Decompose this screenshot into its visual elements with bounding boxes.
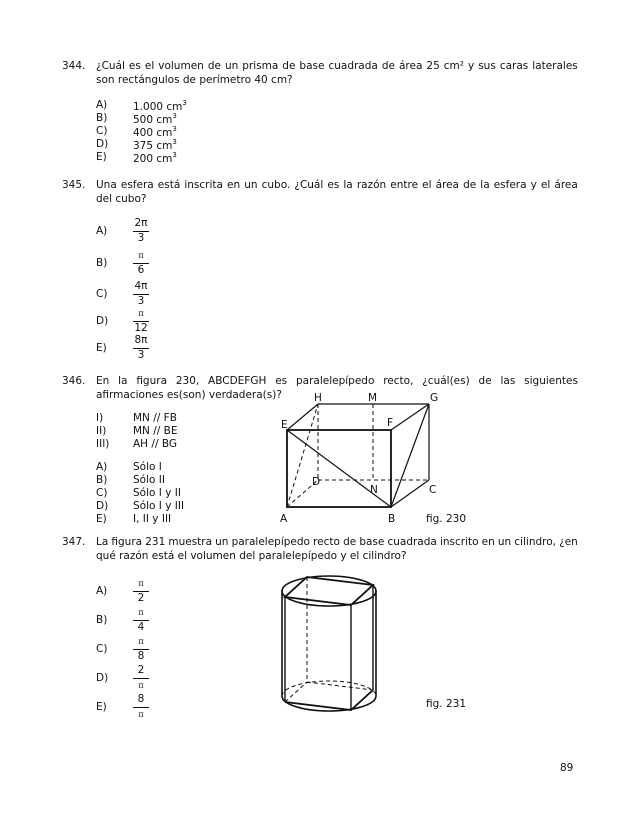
word: en bbox=[481, 536, 495, 548]
option-value bbox=[133, 99, 187, 113]
word: un bbox=[497, 536, 512, 548]
word: área bbox=[554, 179, 578, 191]
option-exponent: 3 bbox=[172, 138, 177, 146]
option-fraction bbox=[133, 218, 149, 245]
word: área bbox=[398, 60, 423, 72]
option-value-text: 1.000 cm bbox=[133, 101, 183, 113]
word: base bbox=[299, 60, 325, 72]
word: 230, bbox=[175, 375, 200, 387]
word: ¿en bbox=[559, 536, 578, 548]
word: ¿Cuál bbox=[96, 60, 125, 72]
word: de bbox=[207, 60, 221, 72]
word: en bbox=[227, 179, 241, 191]
statement-text: MN // BE bbox=[133, 425, 178, 437]
word: 25 bbox=[426, 60, 440, 72]
option-fraction bbox=[133, 665, 149, 692]
statement-numeral: II) bbox=[96, 425, 107, 437]
fraction-numerator: 4π bbox=[133, 281, 149, 295]
label-D: D bbox=[312, 476, 321, 488]
word: laterales bbox=[532, 60, 578, 72]
word: de bbox=[381, 60, 395, 72]
option-value bbox=[133, 125, 177, 139]
word: La bbox=[96, 536, 109, 548]
option-letter: B) bbox=[96, 112, 108, 124]
word: paralelepípedo bbox=[231, 536, 310, 548]
label-E: E bbox=[281, 419, 288, 431]
option-letter: A) bbox=[96, 461, 108, 473]
word: ¿cuál(es) bbox=[422, 375, 470, 387]
option-letter: E) bbox=[96, 342, 107, 354]
fraction-numerator: π bbox=[133, 607, 149, 621]
option-fraction bbox=[133, 281, 149, 308]
option-fraction bbox=[133, 335, 149, 362]
word: la bbox=[480, 179, 490, 191]
statement-text: MN // FB bbox=[133, 412, 177, 424]
word: es bbox=[128, 60, 141, 72]
option-value-text: 500 cm bbox=[133, 114, 173, 126]
option-letter: C) bbox=[96, 125, 108, 137]
option-fraction bbox=[133, 607, 149, 634]
option-value: Sólo I bbox=[133, 461, 162, 473]
word: y bbox=[467, 60, 475, 72]
option-fraction bbox=[133, 694, 149, 721]
option-value-text: 400 cm bbox=[133, 127, 173, 139]
option-letter: A) bbox=[96, 225, 108, 237]
option-value: I, II y III bbox=[133, 513, 172, 525]
option-letter: B) bbox=[96, 474, 108, 486]
option-letter: E) bbox=[96, 513, 107, 525]
option-value: Sólo II bbox=[133, 474, 165, 486]
word: está bbox=[157, 179, 181, 191]
word: esfera bbox=[120, 179, 154, 191]
word: sus bbox=[478, 60, 496, 72]
word: de bbox=[282, 60, 296, 72]
option-value-text: 375 cm bbox=[133, 140, 173, 152]
word: base bbox=[359, 536, 385, 548]
option-value: Sólo I y III bbox=[133, 500, 185, 512]
fraction-denominator: 6 bbox=[137, 264, 145, 276]
fraction-denominator: 4 bbox=[137, 621, 145, 633]
word: ¿Cuál bbox=[294, 179, 324, 191]
word: recto bbox=[313, 536, 340, 548]
word: el bbox=[144, 60, 155, 72]
question-345-text-line2: del cubo? bbox=[96, 193, 147, 205]
statement-text: AH // BG bbox=[133, 438, 177, 450]
fraction-denominator: π bbox=[138, 681, 144, 690]
word: volumen bbox=[158, 60, 204, 72]
question-344-text-line1 bbox=[96, 60, 578, 72]
fraction-denominator: 8 bbox=[137, 650, 145, 662]
option-exponent: 3 bbox=[182, 99, 187, 107]
option-letter: D) bbox=[96, 315, 109, 327]
fraction-numerator: π bbox=[133, 250, 149, 264]
option-letter: D) bbox=[96, 500, 109, 512]
option-fraction bbox=[133, 308, 149, 335]
question-344-text-line2: son rectángulos de perímetro 40 cm? bbox=[96, 74, 293, 86]
word: caras bbox=[499, 60, 529, 72]
figure-230-caption: fig. 230 bbox=[426, 513, 466, 525]
word: es bbox=[275, 375, 288, 387]
word: área bbox=[435, 179, 459, 191]
label-A: A bbox=[280, 513, 288, 525]
fraction-numerator: 8π bbox=[133, 335, 149, 349]
word: la bbox=[343, 179, 353, 191]
fraction-numerator: 2 bbox=[133, 665, 149, 679]
figure-231-cylinder bbox=[272, 565, 392, 725]
word: inscrita bbox=[184, 179, 223, 191]
fraction-denominator: π bbox=[138, 710, 144, 719]
word: esfera bbox=[493, 179, 527, 191]
statement-numeral: III) bbox=[96, 438, 110, 450]
option-letter: D) bbox=[96, 138, 109, 150]
label-H: H bbox=[314, 392, 322, 404]
word: un bbox=[224, 60, 239, 72]
label-B: B bbox=[388, 513, 396, 525]
question-346-text-line2: afirmaciones es(son) verdadera(s)? bbox=[96, 389, 282, 401]
option-letter: D) bbox=[96, 672, 109, 684]
word: cm² bbox=[443, 60, 464, 72]
question-number-346: 346. bbox=[62, 375, 86, 387]
option-exponent: 3 bbox=[172, 112, 177, 120]
option-letter: C) bbox=[96, 487, 108, 499]
word: cuadrada bbox=[387, 536, 437, 548]
fraction-denominator: 3 bbox=[137, 349, 145, 361]
option-letter: E) bbox=[96, 701, 107, 713]
statement-numeral: I) bbox=[96, 412, 104, 424]
question-347-text-line2: qué razón está el volumen del paralelepípedo y el cilindro? bbox=[96, 550, 407, 562]
fraction-denominator: 12 bbox=[134, 322, 148, 334]
option-fraction bbox=[133, 636, 149, 663]
word: de bbox=[343, 536, 357, 548]
label-G: G bbox=[430, 392, 439, 404]
figure-231-caption: fig. 231 bbox=[426, 698, 466, 710]
word: un bbox=[215, 536, 229, 548]
word: prisma bbox=[242, 60, 279, 72]
word: muestra bbox=[168, 536, 213, 548]
question-346-text-line1 bbox=[96, 375, 578, 387]
page-number: 89 bbox=[560, 762, 574, 774]
word: inscrito bbox=[439, 536, 479, 548]
word: cubo. bbox=[261, 179, 291, 191]
word: En bbox=[96, 375, 110, 387]
option-letter: B) bbox=[96, 257, 108, 269]
fraction-numerator: π bbox=[133, 578, 149, 592]
word: es bbox=[327, 179, 340, 191]
label-C: C bbox=[429, 484, 437, 496]
fraction-numerator: π bbox=[133, 308, 149, 322]
fraction-numerator: 8 bbox=[133, 694, 149, 708]
question-347-text-line1 bbox=[96, 536, 578, 548]
option-letter: A) bbox=[96, 585, 108, 597]
word: el bbox=[422, 179, 432, 191]
option-letter: A) bbox=[96, 99, 108, 111]
option-letter: C) bbox=[96, 643, 108, 655]
option-value bbox=[133, 138, 177, 152]
word: figura bbox=[136, 375, 167, 387]
option-fraction bbox=[133, 250, 149, 277]
word: 231 bbox=[145, 536, 166, 548]
word: cilindro, bbox=[514, 536, 557, 548]
question-number-345: 345. bbox=[62, 179, 86, 191]
question-number-347: 347. bbox=[62, 536, 86, 548]
word: figura bbox=[111, 536, 143, 548]
word: un bbox=[244, 179, 258, 191]
fraction-denominator: 2 bbox=[137, 592, 145, 604]
question-number-344: 344. bbox=[62, 60, 86, 72]
fraction-numerator: 2π bbox=[133, 218, 149, 232]
option-value-text: 200 cm bbox=[133, 153, 173, 165]
option-exponent: 3 bbox=[172, 125, 177, 133]
word: de bbox=[463, 179, 477, 191]
option-letter: C) bbox=[96, 288, 108, 300]
option-value bbox=[133, 151, 177, 165]
word: recto, bbox=[383, 375, 414, 387]
question-345-text-line1 bbox=[96, 179, 578, 191]
figure-230-parallelepiped bbox=[270, 390, 500, 530]
option-exponent: 3 bbox=[172, 151, 177, 159]
fraction-denominator: 3 bbox=[137, 232, 145, 244]
word: paralelepípedo bbox=[295, 375, 375, 387]
word: Una bbox=[96, 179, 117, 191]
word: y bbox=[530, 179, 537, 191]
word: siguientes bbox=[524, 375, 578, 387]
option-fraction bbox=[133, 578, 149, 605]
word: el bbox=[540, 179, 551, 191]
fraction-numerator: π bbox=[133, 636, 149, 650]
word: entre bbox=[390, 179, 419, 191]
option-letter: E) bbox=[96, 151, 107, 163]
option-value: Sólo I y II bbox=[133, 487, 181, 499]
fraction-denominator: 3 bbox=[137, 295, 145, 307]
word: cuadrada bbox=[328, 60, 378, 72]
word: ABCDEFGH bbox=[208, 375, 267, 387]
label-F: F bbox=[387, 417, 394, 429]
word: de bbox=[478, 375, 492, 387]
label-N: N bbox=[370, 484, 378, 496]
option-letter: B) bbox=[96, 614, 108, 626]
label-M: M bbox=[368, 392, 378, 404]
word: razón bbox=[356, 179, 387, 191]
word: la bbox=[118, 375, 128, 387]
option-value bbox=[133, 112, 177, 126]
word: las bbox=[500, 375, 516, 387]
